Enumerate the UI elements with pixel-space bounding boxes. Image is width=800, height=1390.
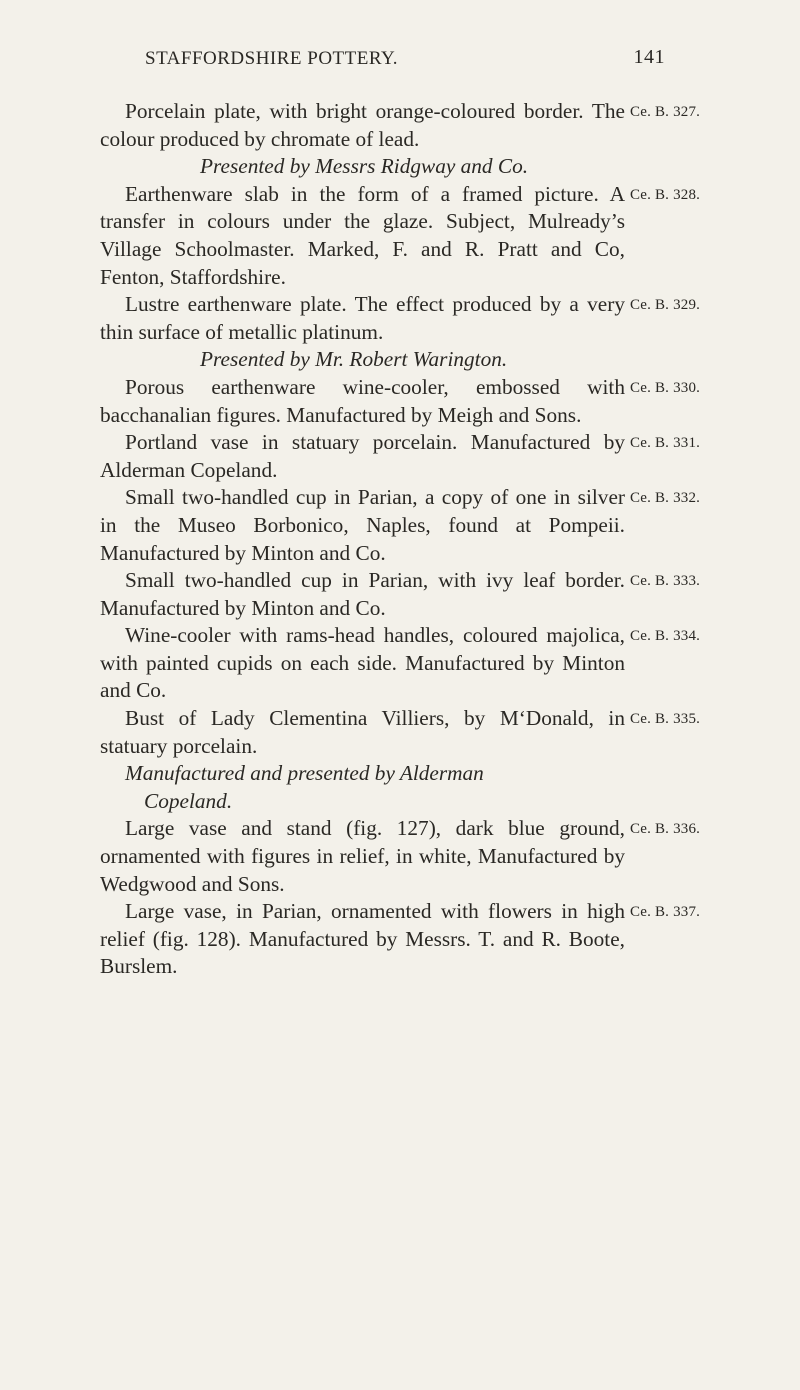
catalogue-number: Ce. B. 335. [630,711,701,728]
entry-description: Portland vase in statuary porcelain. Manufactured by Alderman Copeland. [100,430,625,482]
entry-credit [100,760,625,815]
entry-description: Small two-handled cup in Parian, with ivy leaf border. Manufactured by Minton and Co. [100,568,625,620]
entry-credit-continuation: Copeland. [144,788,233,813]
catalogue-number: Ce. B. 333. [630,573,701,590]
entry-description: Small two-handled cup in Parian, a copy of one in silver in the Museo Borbonico, Naples, found at Pompeii. Manufactured by Minton and Co. [100,485,625,565]
entry-credit-line: Manufactured and presented by Alderman [125,761,484,786]
catalogue-number: Ce. B. 337. [630,904,701,921]
catalogue-entry [100,484,701,567]
catalogue-entry [100,898,701,981]
catalogue-number: Ce. B. 328. [630,186,701,203]
entry-credit: Presented by Mr. Robert Warington. [200,347,508,372]
catalogue-text [100,98,701,981]
catalogue-number: Ce. B. 327. [630,104,701,120]
catalogue-entry [100,98,701,181]
catalogue-entry [100,374,701,429]
entry-description: Large vase, in Parian, ornamented with flowers in high relief (fig. 128). Manufactured by Messrs. T. and R. Boote, Burslem. [100,899,625,979]
entry-description: Lustre earthenware plate. The effect produced by a very thin surface of metallic platinum. [100,292,625,344]
running-head [145,48,665,70]
catalogue-number: Ce. B. 334. [630,628,701,645]
entry-description: Earthenware slab in the form of a framed picture. A transfer in colours under the glaze. Subject, Mulready’s Village Schoolmaster. Marked, F. and R. Pratt and Co, Fenton, Staffordshire. [100,181,625,289]
catalogue-entry [100,429,701,484]
running-title: STAFFORDSHIRE POTTERY. [145,48,399,69]
catalogue-number: Ce. B. 331. [630,435,701,452]
catalogue-entry [100,181,701,291]
entry-description: Bust of Lady Clementina Villiers, by M‘Donald, in statuary porcelain. [100,706,625,758]
catalogue-entry [100,622,701,705]
entry-description: Porous earthenware wine-cooler, embossed with bacchanalian figures. Manufactured by Meigh and Sons. [100,374,625,427]
catalogue-number: Ce. B. 332. [630,490,701,507]
catalogue-number: Ce. B. 330. [630,379,701,396]
catalogue-entry [100,567,701,622]
entry-description: Porcelain plate, with bright orange-coloured border. The colour produced by chromate of lead. [100,99,625,151]
entry-description: Large vase and stand (fig. 127), dark blue ground, ornamented with figures in relief, in white, Manufactured by Wedgwood and Sons. [100,816,625,896]
page-number: 141 [633,46,665,68]
catalogue-entry [100,815,701,898]
catalogue-entry [100,291,701,374]
catalogue-number: Ce. B. 336. [630,821,701,838]
entry-description: Wine-cooler with rams-head handles, coloured majolica, with painted cupids on each side. Manufactured by Minton and Co. [100,623,625,703]
entry-credit: Presented by Messrs Ridgway and Co. [200,154,529,179]
catalogue-number: Ce. B. 329. [630,297,701,314]
catalogue-entry [100,705,701,815]
